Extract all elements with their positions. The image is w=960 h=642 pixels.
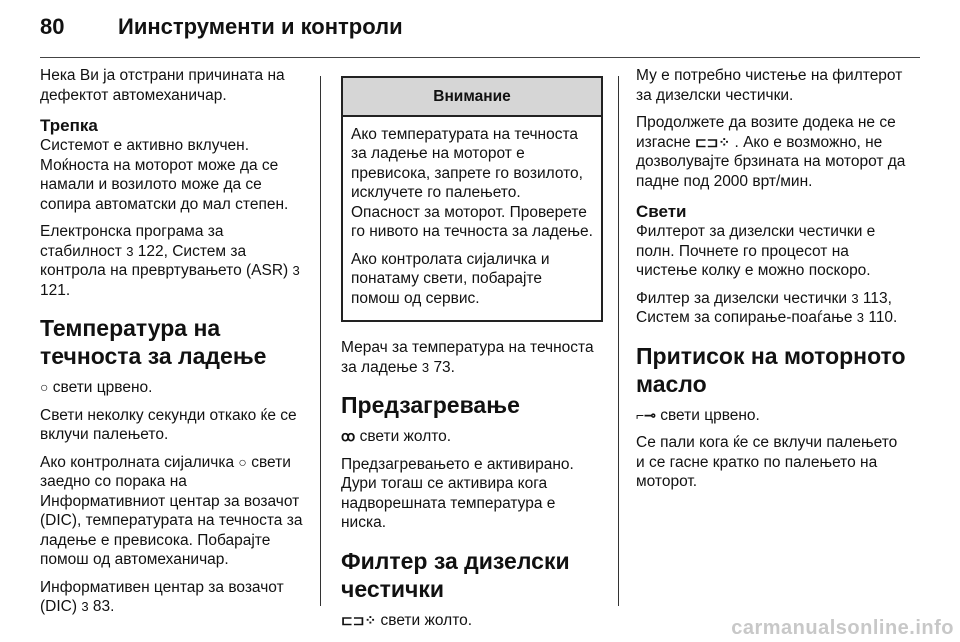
oil-line-2: Се пали кога ќе се вклучи палењето и се гасне кратко по палењето на моторот. [636, 434, 898, 490]
gauge-reference [341, 338, 603, 377]
coolant-warning-icon: ○ [238, 453, 247, 470]
dpf-line-1-text: свети жолто. [380, 611, 473, 629]
gauge-text-b: 73. [433, 358, 455, 376]
coolant-line-2: Свети неколку секунди откако ќе се вклучи палењето. [40, 406, 297, 443]
continue-driving-text [636, 113, 906, 191]
heading-preheating: Предзагревање [341, 392, 520, 418]
reference-arrow-icon: 3 [856, 310, 865, 325]
column-divider-2 [618, 76, 619, 606]
preheat-line-2: Предзагревањето е активирано. Дури тогаш се активира кога надворешната температура е ниска. [341, 455, 574, 531]
page-title: Иинструменти и контроли [118, 14, 403, 39]
filter-ref-a: Филтер за дизелски честички [636, 289, 847, 307]
heading-oil-pressure: Притисок на моторното масло [636, 342, 906, 397]
header-divider [40, 57, 920, 58]
esp-text-c: 121. [40, 281, 71, 299]
coolant-line-3b: свети заедно со порака на Информативниот центар за возачот (DIC), температурата на течноста за ладење е превисока. Побарајте помош од автомеханичар. [40, 453, 303, 568]
filter-full-text: Филтерот за дизелски честички е полн. Почнете го процесот на чистење колку е можно поскоро. [636, 223, 876, 279]
filter-ref-c: 110. [868, 309, 898, 326]
filter-cleaning-text: Му е потребно чистење на филтерот за дизелски честички. [636, 67, 903, 104]
dic-text-b: 83. [92, 598, 115, 615]
esp-text-a: Електронска програма за стабилност [40, 223, 224, 260]
warning-paragraph-2: Ако контролата сијаличка и понатаму свети, побарајте помош од сервис. [351, 250, 550, 307]
warning-paragraph-1: Ако температурата на течноста за ладење на моторот е превисока, запрете го возилото, исклучете го палењето. Опасност за моторот. Проверете го нивото на течноста за ладење. [351, 125, 593, 240]
dic-reference [40, 578, 308, 617]
esp-reference [40, 222, 308, 300]
filter-reference [636, 289, 906, 328]
reference-arrow-icon: 3 [81, 599, 89, 614]
glow-plug-icon: ꝏ [341, 428, 356, 444]
coolant-line-1 [40, 378, 308, 398]
heading-trepka: Трепка [40, 116, 98, 135]
heading-diesel-particle-filter: Филтер за дизелски честички [341, 547, 570, 602]
column-2 [341, 66, 603, 638]
watermark: carmanualsonline.info [731, 617, 954, 639]
warning-box [341, 76, 603, 322]
coolant-line-3a: Ако контролната сијаличка [40, 453, 235, 471]
dic-text-a: Информативен центар за возачот (DIC) [40, 578, 284, 615]
intro-text: Нека Ви ја отстрани причината на дефектот автомеханичар. [40, 67, 285, 104]
filter-ref-b: 113, Систем за сопирање-поаѓање [636, 289, 892, 326]
column-divider-1 [320, 76, 321, 606]
coolant-line-3 [40, 453, 308, 570]
warning-body [343, 117, 601, 321]
trepka-text: Системот е активно вклучен. Моќноста на моторот може да се намали и возилото може да се сопира автоматски до мал степен. [40, 137, 289, 213]
reference-arrow-icon: 3 [851, 290, 859, 306]
page-number: 80 [40, 14, 65, 39]
dpf-line-1 [341, 611, 603, 631]
coolant-warning-icon: ○ [40, 379, 49, 395]
oil-can-icon: ⌐⊸ [636, 406, 656, 423]
oil-line-1 [636, 406, 906, 426]
particle-filter-icon: ⊏⊐⁘ [694, 133, 731, 150]
coolant-line-1-text: свети црвено. [52, 379, 153, 396]
gauge-text-a: Мерач за температура на течноста за ладење [341, 339, 594, 376]
warning-title: Внимание [343, 78, 601, 117]
reference-arrow-icon: 3 [421, 359, 430, 375]
reference-arrow-icon: 3 [126, 243, 134, 259]
particle-filter-icon: ⊏⊐⁘ [341, 611, 377, 628]
column-3 [636, 66, 906, 500]
reference-arrow-icon: 3 [292, 263, 300, 278]
heading-coolant-temperature: Температура на течноста за ладење [40, 315, 267, 369]
esp-text-b: 122, Систем за контрола на превртувањето (ASR) [40, 242, 289, 279]
oil-line-1-text: свети црвено. [660, 406, 760, 424]
page-header [0, 0, 960, 56]
column-1 [40, 66, 308, 625]
preheat-line-1-text: свети жолто. [359, 428, 452, 445]
heading-lights-on: Свети [636, 202, 687, 221]
continue-driving-b: . Ако е возможно, не дозволувајте брзината на моторот да падне под 2000 врт/мин. [636, 133, 906, 190]
continue-driving-a: Продолжете да возите додека не се изгасне [636, 114, 896, 151]
preheat-line-1 [341, 427, 603, 447]
